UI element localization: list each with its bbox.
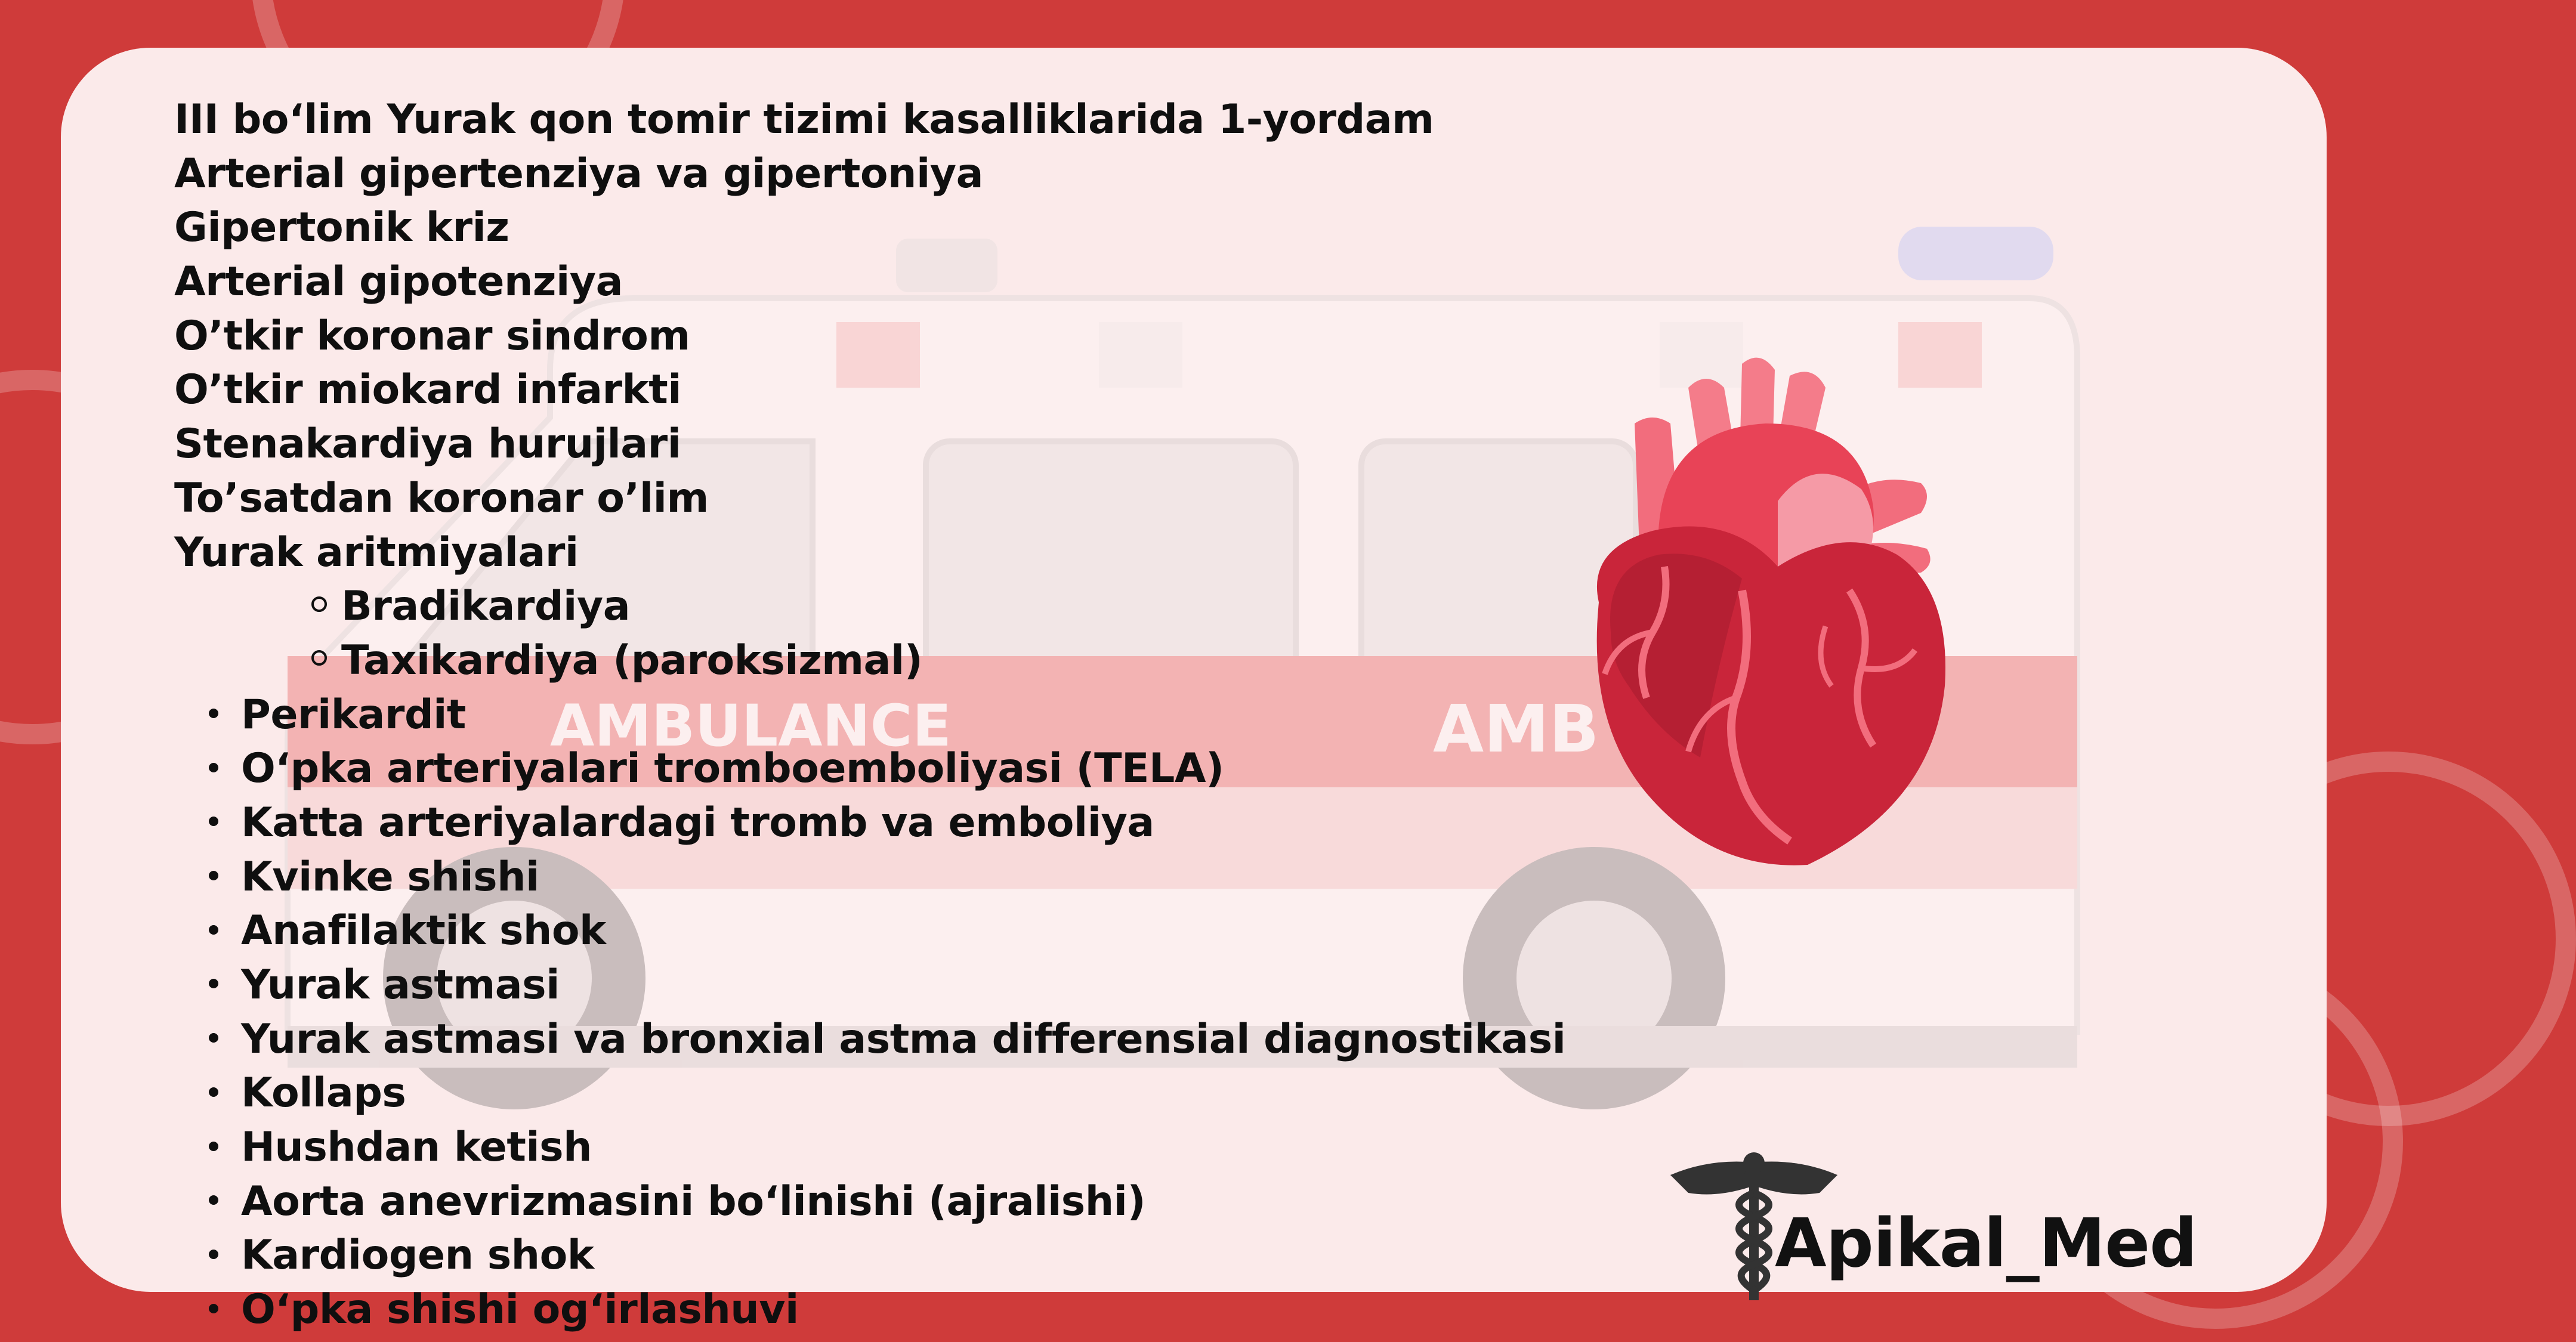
list-item-label: Hushdan ketish — [241, 1124, 592, 1171]
sub-list-item-label: Taxikardiya (paroksizmal) — [341, 636, 923, 684]
list-item — [174, 1283, 1666, 1337]
topic-line: To’satdan koronar o’lim — [174, 474, 709, 522]
bullet-icon — [209, 1250, 218, 1259]
list-item-label: Perikardit — [241, 691, 466, 738]
topic-line: Arterial gipertenziya va gipertoniya — [174, 150, 983, 197]
list-item — [174, 796, 1666, 851]
heart-icon — [1563, 352, 2016, 889]
list-item — [174, 1066, 1666, 1121]
bullet-icon — [209, 1195, 218, 1205]
bullet-icon — [209, 979, 218, 988]
topic-list — [174, 93, 1666, 1337]
list-item — [174, 958, 1666, 1013]
bullet-icon — [209, 817, 218, 826]
list-item — [174, 742, 1666, 796]
sub-list-item — [174, 634, 1666, 688]
brand-name: Apikal_Med — [1775, 1205, 2197, 1282]
list-item-label: O‘pka shishi og‘irlashuvi — [241, 1286, 799, 1334]
topic-line: Gipertonik kriz — [174, 204, 509, 252]
bullet-icon — [209, 763, 218, 772]
bullet-icon — [209, 925, 218, 935]
bullet-icon — [209, 1033, 218, 1043]
heading-line: III bo‘lim Yurak qon tomir tizimi kasalliklarida 1-yordam — [174, 96, 1434, 143]
ambulance-side-text-left: AMBULANCE — [550, 692, 952, 759]
bullet-icon — [209, 709, 218, 718]
sub-list-item-label: Bradikardiya — [341, 583, 631, 630]
topic-line: O’tkir miokard infarkti — [174, 366, 682, 414]
list-item — [174, 851, 1666, 905]
ambulance-side-text-right: AMB — [1433, 691, 1599, 767]
list-item-label: O‘pka arteriyalari tromboemboliyasi (TELA) — [241, 745, 1224, 793]
list-item — [174, 1013, 1666, 1067]
bullet-icon — [209, 1142, 218, 1151]
hollow-bullet-icon — [311, 596, 327, 612]
topic-line: Arterial gipotenziya — [174, 258, 623, 306]
hollow-bullet-icon — [311, 650, 327, 666]
list-item-label: Yurak astmasi — [241, 961, 560, 1009]
bullet-icon — [209, 1087, 218, 1097]
topic-line: O’tkir koronar sindrom — [174, 312, 690, 360]
list-item — [174, 904, 1666, 958]
list-item-label: Kvinke shishi — [241, 853, 539, 901]
list-item — [174, 1229, 1666, 1283]
list-item — [174, 688, 1666, 743]
sub-list-item — [174, 580, 1666, 634]
list-item-label: Kollaps — [241, 1069, 406, 1117]
list-item — [174, 1175, 1666, 1229]
list-item-label: Katta arteriyalardagi tromb va emboliya — [241, 799, 1154, 846]
topic-line: Yurak aritmiyalari — [174, 528, 579, 576]
bullet-icon — [209, 871, 218, 880]
topic-line: Stenakardiya hurujlari — [174, 420, 681, 468]
list-item — [174, 1121, 1666, 1175]
list-item-label: Yurak astmasi va bronxial astma differensial diagnostikasi — [241, 1015, 1566, 1063]
list-item-label: Anafilaktik shok — [241, 907, 606, 955]
list-item-label: Kardiogen shok — [241, 1232, 594, 1279]
list-item-label: Aorta anevrizmasini bo‘linishi (ajralishi) — [241, 1177, 1146, 1225]
bullet-icon — [209, 1304, 218, 1313]
